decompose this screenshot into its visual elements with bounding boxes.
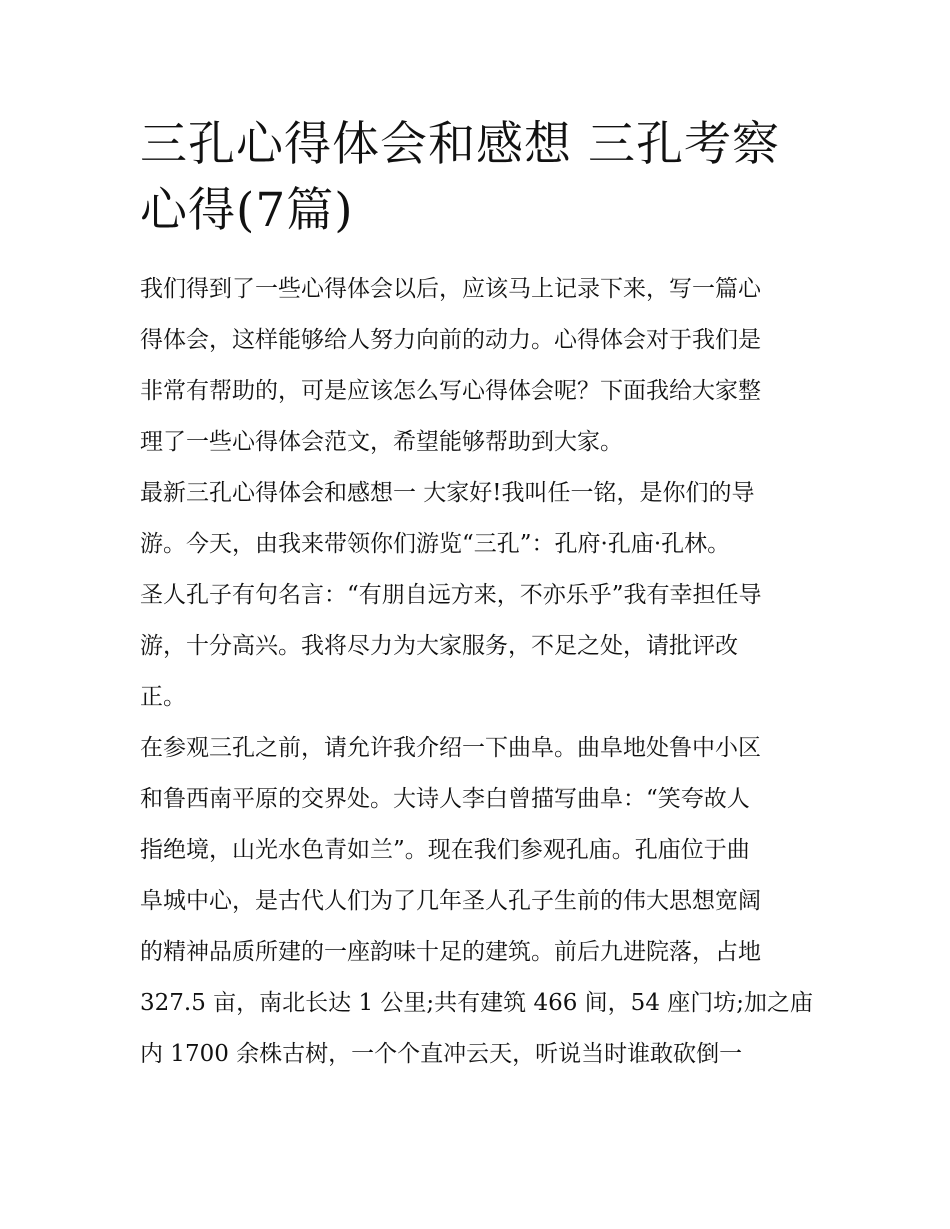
title-line: 心得(7篇): [140, 183, 354, 238]
text-line: 得体会，这样能够给人努力向前的动力。心得体会对于我们是: [140, 327, 761, 353]
text-line: 和鲁西南平原的交界处。大诗人李白曾描写曲阜：“笑夸故人: [140, 786, 750, 812]
document-body: [140, 264, 812, 1080]
paragraph-intro: [140, 264, 812, 468]
title-line: 三孔心得体会和感想 三孔考察: [140, 117, 780, 172]
text-line: 游，十分高兴。我将尽力为大家服务，不足之处，请批评改: [140, 633, 738, 659]
text-line: 阜城中心，是古代人们为了几年圣人孔子生前的伟大思想宽阔: [140, 888, 761, 914]
document-content: [140, 112, 812, 1080]
text-line: 非常有帮助的，可是应该怎么写心得体会呢？下面我给大家整: [140, 378, 761, 404]
text-line: 我们得到了一些心得体会以后，应该马上记录下来，写一篇心: [140, 276, 761, 302]
text-line: 指绝境，山光水色青如兰”。现在我们参观孔庙。孔庙位于曲: [140, 837, 750, 863]
text-line: 的精神品质所建的一座韵味十足的建筑。前后九进院落，占地: [140, 939, 761, 965]
text-line: 正。: [140, 684, 186, 710]
text-line: 最新三孔心得体会和感想一 大家好!我叫任一铭，是你们的导: [140, 480, 755, 506]
paragraph-qufu-temple: [140, 723, 812, 1080]
paragraph-quote: [140, 570, 812, 723]
text-line: 圣人孔子有句名言：“有朋自远方来，不亦乐乎”我有幸担任导: [140, 582, 762, 608]
paragraph-greeting: [140, 468, 812, 570]
text-line: 理了一些心得体会范文，希望能够帮助到大家。: [140, 429, 623, 455]
text-line: 内 1700 余株古树，一个个直冲云天，听说当时谁敢砍倒一: [140, 1041, 743, 1067]
text-line: 在参观三孔之前，请允许我介绍一下曲阜。曲阜地处鲁中小区: [140, 735, 761, 761]
text-line: 327.5 亩，南北长达 1 公里;共有建筑 466 间，54 座门坊;加之庙: [140, 990, 814, 1016]
document-title: [140, 112, 812, 244]
text-line: 游。今天，由我来带领你们游览“三孔”：孔府·孔庙·孔林。: [140, 531, 731, 557]
